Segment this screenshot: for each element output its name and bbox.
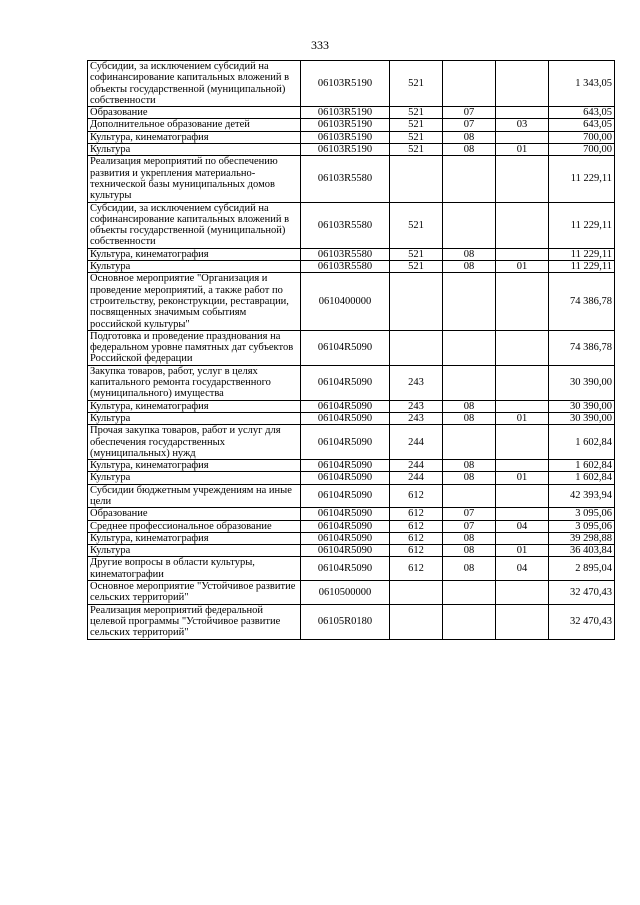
table-row xyxy=(88,484,615,508)
table-row xyxy=(88,248,615,260)
row-expense-type: 521 xyxy=(390,119,443,131)
row-name: Реализация мероприятий по обеспечению развития и укрепления материально-технической базы муниципальных домов культуры xyxy=(88,156,301,202)
row-section: 08 xyxy=(443,248,496,260)
row-subsection xyxy=(496,400,549,412)
table-row xyxy=(88,472,615,484)
row-code: 06104R5090 xyxy=(301,532,390,544)
table-row xyxy=(88,261,615,273)
row-section xyxy=(443,61,496,107)
row-subsection xyxy=(496,107,549,119)
row-expense-type: 244 xyxy=(390,472,443,484)
row-subsection: 04 xyxy=(496,520,549,532)
row-name: Культура, кинематография xyxy=(88,532,301,544)
row-code: 06104R5090 xyxy=(301,425,390,460)
row-subsection xyxy=(496,460,549,472)
row-amount: 700,00 xyxy=(549,131,615,143)
row-subsection xyxy=(496,131,549,143)
row-name: Другие вопросы в области культуры, кинематографии xyxy=(88,557,301,581)
row-code: 06103R5190 xyxy=(301,144,390,156)
row-name: Прочая закупка товаров, работ и услуг для обеспечения государственных (муниципальных) нужд xyxy=(88,425,301,460)
row-subsection: 01 xyxy=(496,261,549,273)
row-amount: 1 602,84 xyxy=(549,460,615,472)
row-section: 08 xyxy=(443,412,496,424)
table-row xyxy=(88,400,615,412)
row-expense-type: 244 xyxy=(390,425,443,460)
row-name: Культура xyxy=(88,472,301,484)
row-code: 06103R5190 xyxy=(301,119,390,131)
row-amount: 30 390,00 xyxy=(549,365,615,400)
row-name: Основное мероприятие "Организация и проведение мероприятий, а также работ по строительству, реконструкции, реставрации, посвященных значимым событиям российской культуры" xyxy=(88,273,301,330)
row-subsection xyxy=(496,156,549,202)
row-amount: 74 386,78 xyxy=(549,273,615,330)
row-amount: 1 343,05 xyxy=(549,61,615,107)
row-code: 06104R5090 xyxy=(301,484,390,508)
table-row xyxy=(88,144,615,156)
row-amount: 643,05 xyxy=(549,107,615,119)
row-subsection: 01 xyxy=(496,472,549,484)
row-section xyxy=(443,581,496,605)
row-name: Закупка товаров, работ, услуг в целях капитального ремонта государственного (муниципального) имущества xyxy=(88,365,301,400)
row-code: 06103R5190 xyxy=(301,61,390,107)
table-row xyxy=(88,545,615,557)
row-section xyxy=(443,156,496,202)
row-code: 06104R5090 xyxy=(301,472,390,484)
row-subsection xyxy=(496,581,549,605)
table-row xyxy=(88,330,615,365)
row-expense-type: 244 xyxy=(390,460,443,472)
row-name: Культура xyxy=(88,261,301,273)
row-section: 08 xyxy=(443,557,496,581)
row-name: Культура xyxy=(88,412,301,424)
row-amount: 2 895,04 xyxy=(549,557,615,581)
row-name: Среднее профессиональное образование xyxy=(88,520,301,532)
row-amount: 1 602,84 xyxy=(549,425,615,460)
row-section: 07 xyxy=(443,107,496,119)
row-amount: 11 229,11 xyxy=(549,248,615,260)
row-amount: 11 229,11 xyxy=(549,202,615,248)
row-code: 06104R5090 xyxy=(301,330,390,365)
page-number: 333 xyxy=(311,38,329,52)
row-name: Основное мероприятие "Устойчивое развитие сельских территорий" xyxy=(88,581,301,605)
row-subsection: 01 xyxy=(496,545,549,557)
row-code: 06104R5090 xyxy=(301,400,390,412)
row-name: Культура, кинематография xyxy=(88,131,301,143)
row-subsection xyxy=(496,604,549,639)
table-row xyxy=(88,412,615,424)
row-code: 06103R5190 xyxy=(301,131,390,143)
row-expense-type: 521 xyxy=(390,261,443,273)
row-subsection xyxy=(496,365,549,400)
row-expense-type: 612 xyxy=(390,484,443,508)
row-expense-type: 521 xyxy=(390,202,443,248)
row-code: 06104R5090 xyxy=(301,557,390,581)
row-section xyxy=(443,425,496,460)
row-expense-type: 521 xyxy=(390,107,443,119)
table-row xyxy=(88,202,615,248)
row-amount: 700,00 xyxy=(549,144,615,156)
row-name: Субсидии, за исключением субсидий на софинансирование капитальных вложений в объекты государственной (муниципальной) собственности xyxy=(88,61,301,107)
row-code: 06103R5580 xyxy=(301,202,390,248)
row-expense-type: 243 xyxy=(390,412,443,424)
row-name: Образование xyxy=(88,508,301,520)
row-amount: 30 390,00 xyxy=(549,400,615,412)
row-section xyxy=(443,365,496,400)
row-subsection: 01 xyxy=(496,144,549,156)
row-subsection xyxy=(496,425,549,460)
row-subsection: 04 xyxy=(496,557,549,581)
row-name: Культура xyxy=(88,144,301,156)
row-expense-type: 521 xyxy=(390,248,443,260)
row-subsection xyxy=(496,248,549,260)
row-section: 08 xyxy=(443,261,496,273)
row-section: 07 xyxy=(443,520,496,532)
row-expense-type: 521 xyxy=(390,131,443,143)
row-expense-type: 521 xyxy=(390,144,443,156)
row-expense-type xyxy=(390,273,443,330)
row-section: 08 xyxy=(443,400,496,412)
row-amount: 36 403,84 xyxy=(549,545,615,557)
row-section xyxy=(443,330,496,365)
row-code: 06104R5090 xyxy=(301,508,390,520)
row-section: 08 xyxy=(443,144,496,156)
row-code: 06105R0180 xyxy=(301,604,390,639)
row-name: Субсидии, за исключением субсидий на софинансирование капитальных вложений в объекты государственной (муниципальной) собственности xyxy=(88,202,301,248)
row-code: 06104R5090 xyxy=(301,365,390,400)
row-amount: 39 298,88 xyxy=(549,532,615,544)
row-subsection xyxy=(496,484,549,508)
table-row xyxy=(88,273,615,330)
row-amount: 42 393,94 xyxy=(549,484,615,508)
row-amount: 11 229,11 xyxy=(549,156,615,202)
row-expense-type: 612 xyxy=(390,532,443,544)
row-subsection xyxy=(496,202,549,248)
row-subsection: 01 xyxy=(496,412,549,424)
row-section: 08 xyxy=(443,472,496,484)
row-name: Культура, кинематография xyxy=(88,460,301,472)
row-amount: 643,05 xyxy=(549,119,615,131)
table-row xyxy=(88,604,615,639)
row-name: Подготовка и проведение празднования на федеральном уровне памятных дат субъектов Российской федерации xyxy=(88,330,301,365)
row-expense-type xyxy=(390,330,443,365)
table-row xyxy=(88,557,615,581)
row-subsection xyxy=(496,273,549,330)
row-amount: 74 386,78 xyxy=(549,330,615,365)
row-code: 06104R5090 xyxy=(301,412,390,424)
row-subsection: 03 xyxy=(496,119,549,131)
row-expense-type: 612 xyxy=(390,508,443,520)
row-code: 0610500000 xyxy=(301,581,390,605)
row-section: 07 xyxy=(443,508,496,520)
row-name: Культура, кинематография xyxy=(88,248,301,260)
row-code: 06104R5090 xyxy=(301,520,390,532)
row-subsection xyxy=(496,330,549,365)
row-amount: 32 470,43 xyxy=(549,581,615,605)
row-section xyxy=(443,604,496,639)
row-section: 08 xyxy=(443,532,496,544)
table-row xyxy=(88,520,615,532)
row-code: 06104R5090 xyxy=(301,545,390,557)
row-expense-type: 243 xyxy=(390,400,443,412)
row-code: 06104R5090 xyxy=(301,460,390,472)
table-row xyxy=(88,532,615,544)
row-section: 07 xyxy=(443,119,496,131)
row-code: 06103R5580 xyxy=(301,156,390,202)
row-section xyxy=(443,484,496,508)
row-expense-type: 612 xyxy=(390,520,443,532)
row-name: Культура xyxy=(88,545,301,557)
row-expense-type xyxy=(390,604,443,639)
row-expense-type: 612 xyxy=(390,557,443,581)
row-section xyxy=(443,202,496,248)
row-code: 06103R5580 xyxy=(301,261,390,273)
row-subsection xyxy=(496,532,549,544)
row-expense-type xyxy=(390,156,443,202)
row-amount: 30 390,00 xyxy=(549,412,615,424)
row-section: 08 xyxy=(443,545,496,557)
budget-table xyxy=(87,60,615,640)
row-name: Реализация мероприятий федеральной целевой программы "Устойчивое развитие сельских территорий" xyxy=(88,604,301,639)
row-expense-type: 243 xyxy=(390,365,443,400)
table-row xyxy=(88,156,615,202)
table-row xyxy=(88,119,615,131)
row-amount: 3 095,06 xyxy=(549,520,615,532)
row-amount: 1 602,84 xyxy=(549,472,615,484)
table-row xyxy=(88,581,615,605)
row-subsection xyxy=(496,61,549,107)
row-subsection xyxy=(496,508,549,520)
table-row xyxy=(88,365,615,400)
row-section: 08 xyxy=(443,460,496,472)
row-section xyxy=(443,273,496,330)
table-row xyxy=(88,107,615,119)
row-amount: 3 095,06 xyxy=(549,508,615,520)
row-name: Культура, кинематография xyxy=(88,400,301,412)
row-amount: 32 470,43 xyxy=(549,604,615,639)
table-row xyxy=(88,425,615,460)
row-name: Дополнительное образование детей xyxy=(88,119,301,131)
row-expense-type xyxy=(390,581,443,605)
row-code: 0610400000 xyxy=(301,273,390,330)
budget-table-body xyxy=(88,61,615,640)
row-name: Образование xyxy=(88,107,301,119)
row-expense-type: 521 xyxy=(390,61,443,107)
table-row xyxy=(88,61,615,107)
row-name: Субсидии бюджетным учреждениям на иные цели xyxy=(88,484,301,508)
table-row xyxy=(88,508,615,520)
table-row xyxy=(88,460,615,472)
table-row xyxy=(88,131,615,143)
row-expense-type: 612 xyxy=(390,545,443,557)
row-code: 06103R5190 xyxy=(301,107,390,119)
row-amount: 11 229,11 xyxy=(549,261,615,273)
row-code: 06103R5580 xyxy=(301,248,390,260)
row-section: 08 xyxy=(443,131,496,143)
